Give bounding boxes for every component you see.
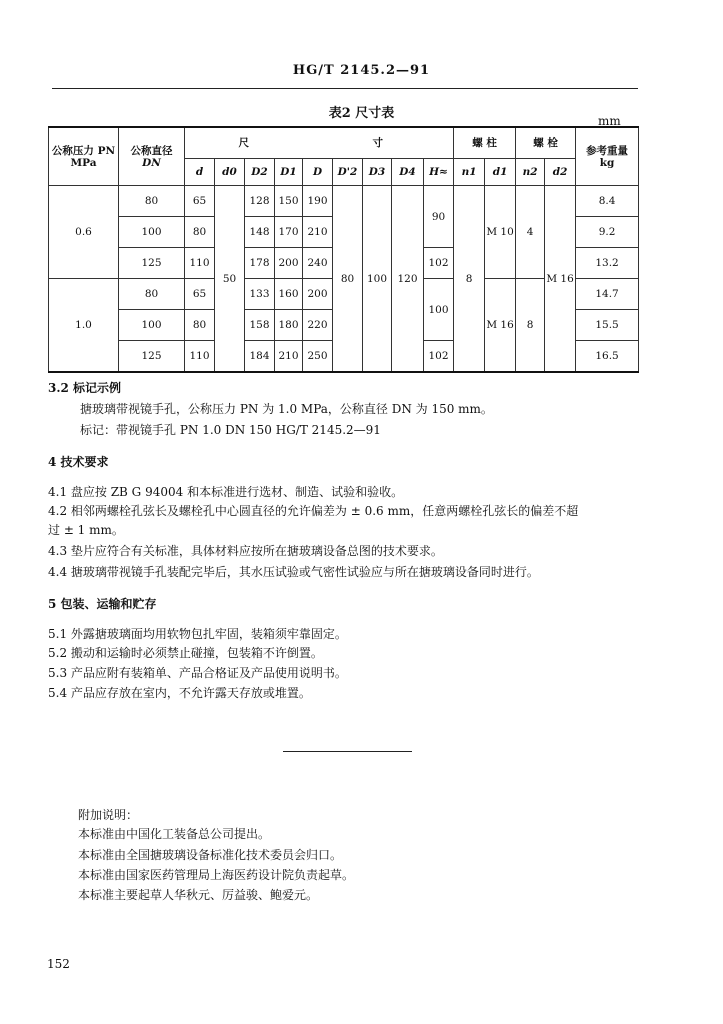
notes-heading: 附加说明： (78, 808, 139, 822)
col-D1: D1 (275, 159, 303, 186)
D3-cell: 100 (363, 186, 392, 373)
d2-cell: M 16 (545, 186, 576, 373)
col-D: D (303, 159, 333, 186)
D1-cell: 150 (275, 186, 303, 217)
H-cell: 90 (424, 186, 454, 248)
weight-cell: 16.5 (576, 341, 639, 373)
col-n1: n1 (454, 159, 485, 186)
section-3-2-heading: 3.2 标记示例 (48, 381, 122, 395)
D2-prime-cell: 80 (333, 186, 363, 373)
D4-cell: 120 (392, 186, 424, 373)
col-d2: d2 (545, 159, 576, 186)
d-cell: 80 (185, 217, 215, 248)
col-d: d (185, 159, 215, 186)
note-line: 本标准主要起草人华秋元、厉益骏、鲍爱元。 (78, 888, 319, 902)
n1-cell: 8 (454, 186, 485, 373)
note-line: 本标准由国家医药管理局上海医药设计院负责起草。 (78, 868, 355, 882)
standard-code: HG/T 2145.2—91 (292, 63, 431, 78)
table-title: 表2 尺寸表 (328, 106, 395, 121)
D-cell: 250 (303, 341, 333, 373)
clause-4-4: 4.4 搪玻璃带视镜手孔装配完毕后，其水压试验或气密性试验应与所在搪玻璃设备同时进行。 (48, 565, 539, 579)
col-D3: D3 (363, 159, 392, 186)
clause-4-1: 4.1 盘应按 ZB G 94004 和本标准进行选材、制造、试验和验收。 (48, 485, 404, 499)
n2-cell: 4 (516, 186, 545, 279)
clause-4-2-cont: 过 ± 1 mm。 (48, 523, 124, 537)
d1-cell: M 16 (485, 279, 516, 373)
weight-cell: 13.2 (576, 248, 639, 279)
col-H: H≈ (424, 159, 454, 186)
pressure-cell: 0.6 (49, 186, 119, 279)
note-line: 本标准由中国化工装备总公司提出。 (78, 827, 271, 841)
D2-cell: 178 (245, 248, 275, 279)
section-4-heading: 4 技术要求 (48, 455, 109, 469)
D-cell: 240 (303, 248, 333, 279)
pressure-cell: 1.0 (49, 279, 119, 373)
note-line: 本标准由全国搪玻璃设备标准化技术委员会归口。 (78, 848, 343, 862)
pressure-header: 公称压力 PN MPa (49, 127, 119, 186)
D1-cell: 160 (275, 279, 303, 310)
dn-cell: 80 (119, 186, 185, 217)
d1-cell: M 10 (485, 186, 516, 279)
col-D2-prime: D'2 (333, 159, 363, 186)
marking-text: 标记：带视镜手孔 PN 1.0 DN 150 HG/T 2145.2—91 (80, 423, 381, 437)
clause-5-4: 5.4 产品应存放在室内，不允许露天存放或堆置。 (48, 686, 311, 700)
D-cell: 200 (303, 279, 333, 310)
n2-cell: 8 (516, 279, 545, 373)
d-cell: 110 (185, 248, 215, 279)
header-row-1 (49, 127, 639, 159)
dimension-table (48, 126, 639, 373)
weight-cell: 14.7 (576, 279, 639, 310)
header-rule (52, 88, 638, 89)
D1-cell: 180 (275, 310, 303, 341)
d0-cell: 50 (215, 186, 245, 373)
diameter-header: 公称直径 DN (119, 127, 185, 186)
D2-cell: 133 (245, 279, 275, 310)
clause-5-3: 5.3 产品应附有装箱单、产品合格证及产品使用说明书。 (48, 666, 347, 680)
H-cell: 102 (424, 248, 454, 279)
clause-5-2: 5.2 搬动和运输时必须禁止碰撞，包装箱不许倒置。 (48, 646, 323, 660)
D1-cell: 170 (275, 217, 303, 248)
col-n2: n2 (516, 159, 545, 186)
size-header-left: 尺 (185, 127, 303, 159)
col-D2: D2 (245, 159, 275, 186)
page-number: 152 (47, 957, 70, 971)
D-cell: 190 (303, 186, 333, 217)
table-row (49, 186, 639, 217)
col-d1: d1 (485, 159, 516, 186)
stud-header: 螺 柱 (454, 127, 516, 159)
clause-5-1: 5.1 外露搪玻璃面均用软物包扎牢固，装箱须牢靠固定。 (48, 627, 347, 641)
d-cell: 65 (185, 279, 215, 310)
dn-cell: 80 (119, 279, 185, 310)
table-unit: mm (598, 114, 621, 128)
dn-cell: 100 (119, 217, 185, 248)
d-cell: 110 (185, 341, 215, 373)
weight-cell: 15.5 (576, 310, 639, 341)
D1-cell: 210 (275, 341, 303, 373)
clause-4-2: 4.2 相邻两螺栓孔弦长及螺栓孔中心圆直径的允许偏差为 ± 0.6 mm，任意两螺栓孔弦长的偏差不超 (48, 504, 579, 518)
D-cell: 210 (303, 217, 333, 248)
clause-4-3: 4.3 垫片应符合有关标准，具体材料应按所在搪玻璃设备总图的技术要求。 (48, 544, 443, 558)
d-cell: 65 (185, 186, 215, 217)
dn-cell: 125 (119, 341, 185, 373)
example-text: 搪玻璃带视镜手孔，公称压力 PN 为 1.0 MPa，公称直径 DN 为 150 mm。 (80, 402, 493, 416)
end-rule (283, 751, 412, 752)
weight-cell: 8.4 (576, 186, 639, 217)
D2-cell: 184 (245, 341, 275, 373)
D2-cell: 158 (245, 310, 275, 341)
weight-cell: 9.2 (576, 217, 639, 248)
section-5-heading: 5 包装、运输和贮存 (48, 597, 157, 611)
dn-cell: 100 (119, 310, 185, 341)
col-D4: D4 (392, 159, 424, 186)
col-d0: d0 (215, 159, 245, 186)
D2-cell: 148 (245, 217, 275, 248)
H-cell: 100 (424, 279, 454, 341)
d-cell: 80 (185, 310, 215, 341)
D1-cell: 200 (275, 248, 303, 279)
size-header-right: 寸 (303, 127, 454, 159)
bolt-header: 螺 栓 (516, 127, 576, 159)
H-cell: 102 (424, 341, 454, 373)
D2-cell: 128 (245, 186, 275, 217)
dn-cell: 125 (119, 248, 185, 279)
D-cell: 220 (303, 310, 333, 341)
weight-header: 参考重量 kg (576, 127, 639, 186)
